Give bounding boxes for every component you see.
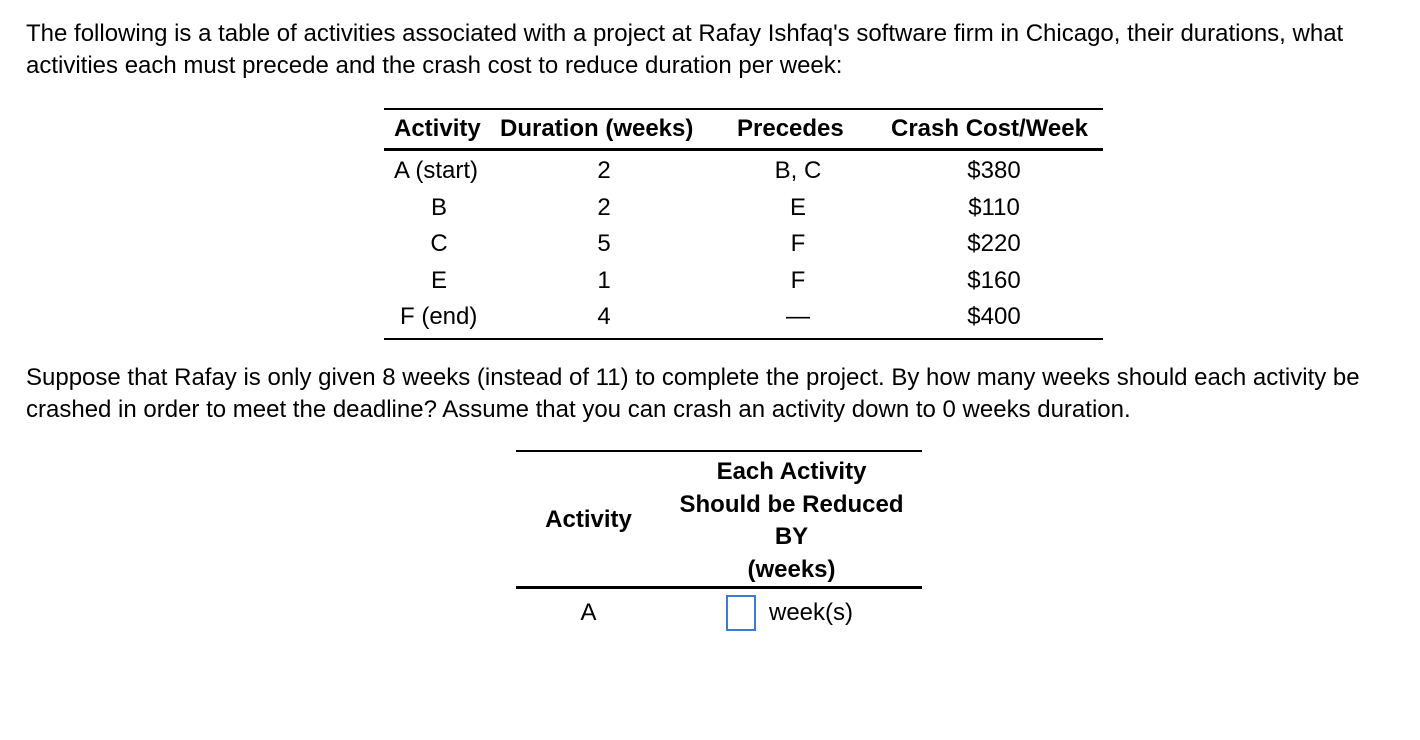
table-body [384, 151, 1103, 340]
cell-cost: $380 [967, 157, 1021, 185]
table-row [384, 153, 1103, 190]
cell-activity: F (end) [400, 303, 478, 331]
intro-text: The following is a table of activities associated with a project at Rafay Ishfaq's software firm in Chicago, their durations, what activities each must precede and the crash cost to reduce duration per week: [26, 20, 1344, 79]
question-text: Suppose that Rafay is only given 8 weeks (instead of 11) to complete the project. By how many weeks should each activity be crashed in order to meet the deadline? Assume that you can crash an activity down to 0 weeks duration. [26, 364, 1360, 423]
cell-activity: C [430, 230, 448, 258]
cell-activity: E [430, 266, 447, 294]
answer-header-line: Each Activity [716, 458, 867, 485]
cell-cost: $110 [968, 193, 1020, 221]
cell-activity: B [430, 193, 447, 221]
table-row [384, 190, 1103, 227]
cell-precedes: F [790, 230, 806, 258]
answer-activity-label: A [580, 599, 597, 626]
cell-duration: 5 [597, 230, 611, 258]
answer-header-line: BY [774, 523, 809, 550]
answer-header-activity: Activity [545, 506, 632, 533]
activity-table [384, 108, 1103, 340]
cell-cost: $400 [967, 303, 1021, 331]
reduce-weeks-input-a[interactable] [726, 595, 756, 631]
answer-header [516, 452, 922, 589]
answer-header-line: (weeks) [747, 555, 836, 583]
answer-row [516, 589, 922, 641]
header-crash-cost: Crash Cost/Week [891, 115, 1088, 142]
answer-unit-label: week(s) [769, 599, 854, 626]
cell-precedes: — [786, 303, 810, 331]
cell-duration: 2 [597, 193, 611, 221]
cell-precedes: F [790, 266, 806, 294]
header-activity: Activity [394, 115, 481, 142]
answer-header-line: Should be Reduced [679, 490, 904, 518]
table-header [384, 110, 1103, 151]
table-row [384, 226, 1103, 263]
cell-precedes: B, C [774, 157, 822, 185]
cell-precedes: E [789, 193, 806, 221]
answer-table [516, 450, 922, 641]
cell-activity: A (start) [394, 157, 479, 185]
answer-header-reduce [661, 456, 922, 586]
table-row [384, 299, 1103, 336]
header-precedes: Precedes [737, 115, 844, 142]
cell-cost: $220 [967, 230, 1021, 258]
cell-duration: 4 [597, 303, 611, 331]
cell-duration: 2 [597, 157, 611, 185]
table-row [384, 263, 1103, 300]
cell-duration: 1 [597, 266, 611, 294]
cell-cost: $160 [967, 266, 1021, 294]
header-duration: Duration (weeks) [500, 115, 694, 142]
